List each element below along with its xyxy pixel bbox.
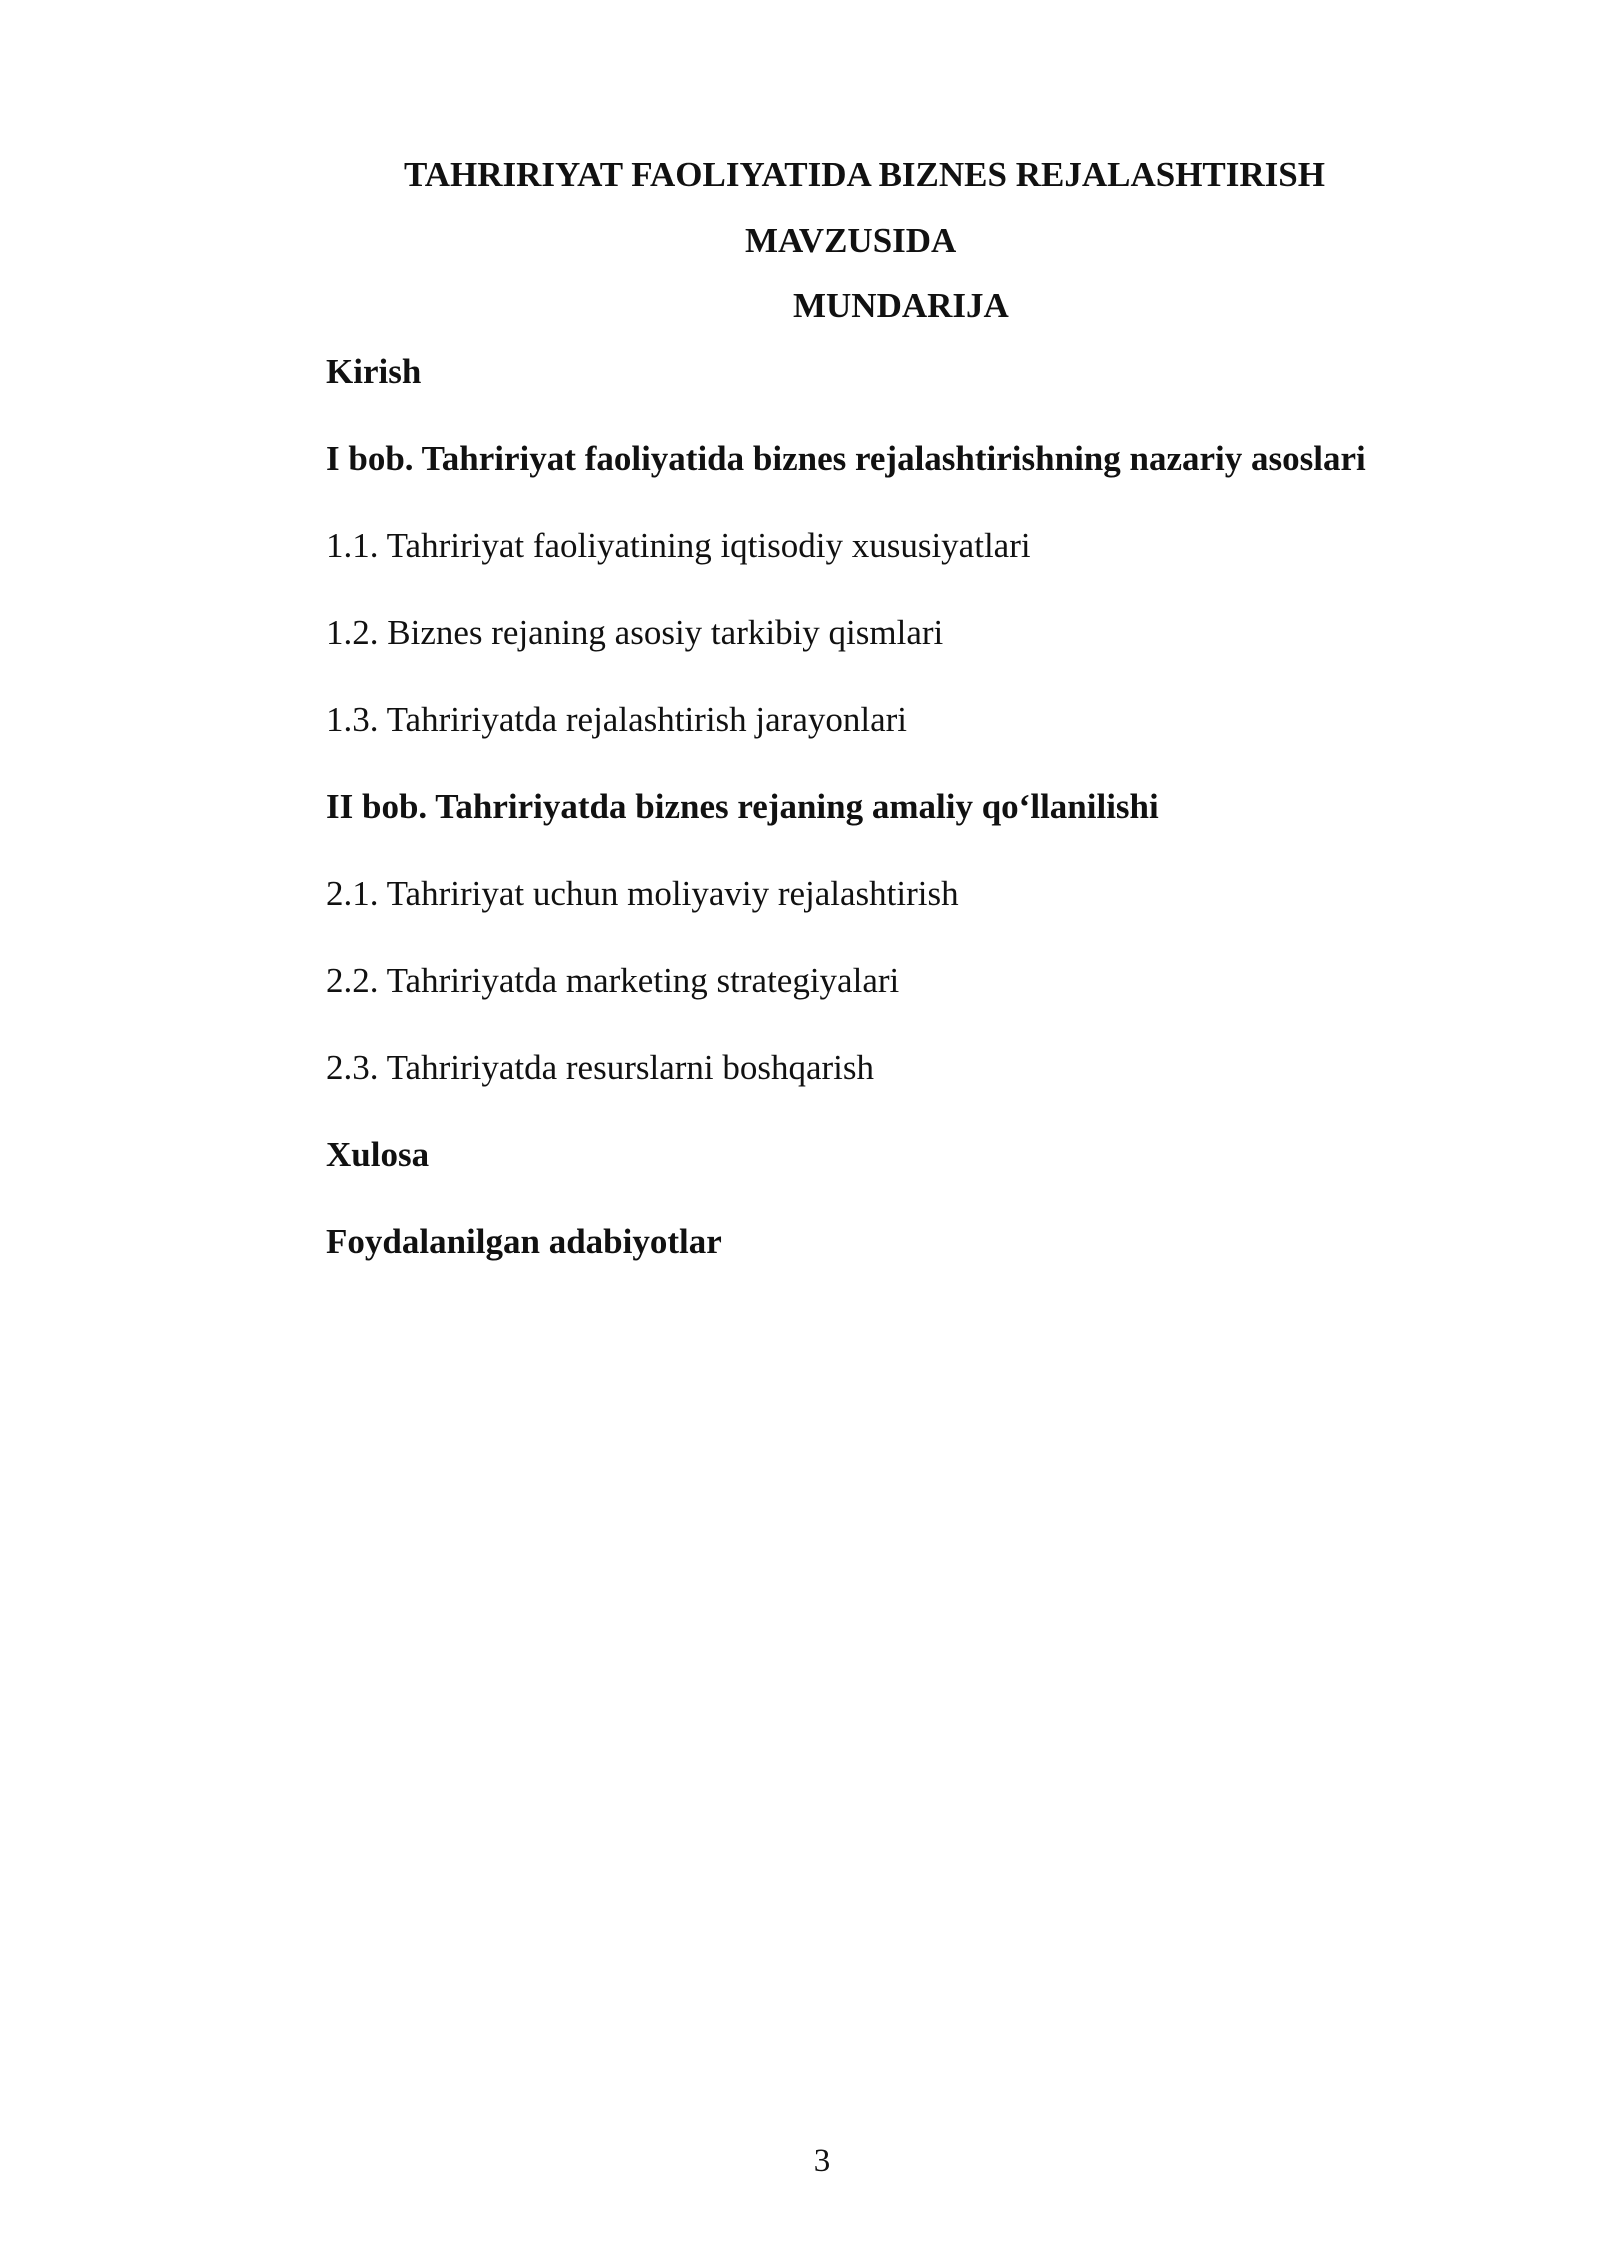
toc-item-section-2-1: 2.1. Tahririyat uchun moliyaviy rejalashtirish — [326, 874, 959, 913]
toc-item-section-2-2: 2.2. Tahririyatda marketing strategiyalari — [326, 961, 900, 1000]
toc-item-section-2-3: 2.3. Tahririyatda resurslarni boshqarish — [326, 1048, 875, 1087]
toc-item-section-1-2: 1.2. Biznes rejaning asosiy tarkibiy qismlari — [326, 613, 944, 652]
table-of-contents-heading: MUNDARIJA — [793, 286, 1009, 325]
toc-item-introduction: Kirish — [326, 352, 422, 391]
toc-item-section-1-1: 1.1. Tahririyat faoliyatining iqtisodiy xususiyatlari — [326, 526, 1031, 565]
toc-item-conclusion: Xulosa — [326, 1135, 430, 1174]
document-title-line-1: TAHRIRIYAT FAOLIYATIDA BIZNES REJALASHTIRISH — [404, 155, 1325, 194]
table-of-contents — [326, 352, 1366, 1309]
toc-item-chapter-1: I bob. Tahririyat faoliyatida biznes rejalashtirishning nazariy asoslari — [326, 439, 1366, 478]
toc-item-references: Foydalanilgan adabiyotlar — [326, 1222, 722, 1261]
toc-item-section-1-3: 1.3. Tahririyatda rejalashtirish jarayonlari — [326, 700, 908, 739]
page-number: 3 — [813, 2143, 831, 2179]
toc-item-chapter-2: II bob. Tahririyatda biznes rejaning amaliy qo‘llanilishi — [326, 787, 1159, 826]
document-title-line-2: MAVZUSIDA — [745, 221, 957, 260]
